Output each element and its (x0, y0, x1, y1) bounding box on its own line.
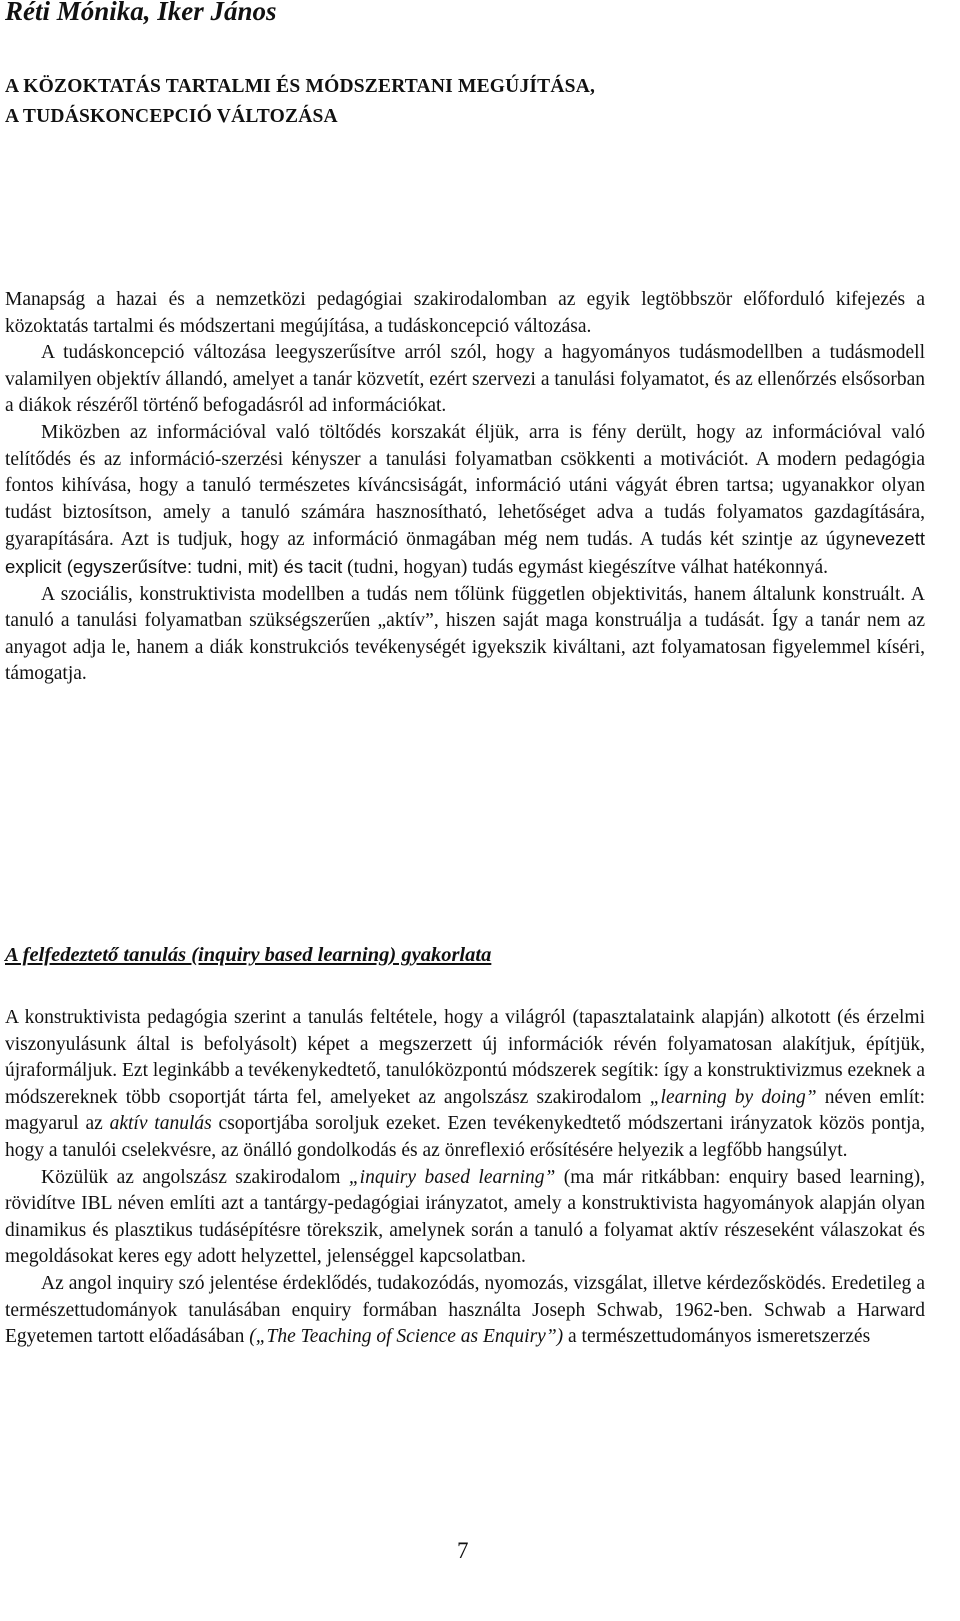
intro-paragraph-4: A szociális, konstruktivista modellben a tudás nem tőlünk független objektivitás, hanem általunk konstruált. A tanuló a tanulási folyamatban szükségszerűen „aktív”, hiszen saját maga konstruálja a tudását. Így a tanár nem az anyagot adja le, hanem a diák konstrukciós tevékenységét igyekszik kiváltani, azt folyamatosan figyelemmel kíséri, támogatja. (5, 583, 925, 685)
section-paragraph-1-part-a: A konstruktivista pedagógia szerint a tanulás feltétele, hogy a világról (tapasztalataink alapján) alkotott (és érzelmi viszonyulásunk által is befolyásolt) képet a megszerzett új információk révén folyamatosan alakítjuk, építjük, újraformáljuk. Ezt leginkább a tevékenykedtető, tanulóközpontú módszerek segítik: így a konstruktivizmus ezeknek a módszereknek több csoportját tárta fel, amelyeket az angolszász szakirodalom (5, 1007, 925, 1108)
article-title (5, 72, 595, 132)
inquiry-section (5, 1005, 925, 1351)
section-heading: A felfedeztető tanulás (inquiry based learning) gyakorlata (5, 944, 492, 966)
section-paragraph-3-part-a: Az angol inquiry szó jelentése érdeklődés, tudakozódás, nyomozás, vizsgálat, illetve kérdezősködés. Eredetileg a természettudományok tanulásában enquiry formában használta Joseph Schwab, 1962-ben. Schwab a Harward Egyetemen tartott előadásában (5, 1272, 925, 1348)
section-paragraph-2-part-a: Közülük az angolszász szakirodalom (41, 1166, 349, 1188)
title-line-2: A TUDÁSKONCEPCIÓ VÁLTOZÁSA (5, 106, 338, 127)
section-paragraph-3-part-c: a természettudományos ismeretszerzés (563, 1326, 871, 1348)
aktiv-tanulas-term: aktív tanulás (109, 1113, 212, 1135)
intro-paragraph-2: A tudáskoncepció változása leegyszerűsítve arról szól, hogy a hagyományos tudásmodellben a tudásmodell valamilyen objektív állandó, amelyet a tanár közvetít, ezért szervezi a tanulási folyamatot, és az ellenőrzés elsősorban a diákok részéről történő befogadásról ad információkat. (5, 342, 925, 417)
schwab-lecture-title: („The Teaching of Science as Enquiry”) (249, 1326, 564, 1348)
intro-paragraph-3-part-b: nevezett explicit (egyszerűsítve: tudni, mit) és tacit (5, 528, 925, 577)
section-paragraph-1 (5, 1005, 925, 1165)
section-paragraph-2 (5, 1165, 925, 1271)
section-paragraph-3 (5, 1271, 925, 1351)
section-paragraph-1-part-e: csoportjába soroljuk ezeket. Ezen tevékenykedtető módszertani irányzatok közös pontja, hogy a tanulói cselekvésre, az önálló gondolkodás és az önreflexió erősítésére helyezik a legfőbb hangsúlyt. (5, 1113, 925, 1161)
inquiry-based-learning-term: „inquiry based learning” (348, 1166, 556, 1188)
section-paragraph-1-part-c: néven említ: magyarul az (5, 1086, 925, 1135)
learning-by-doing-term: „learning by doing” (649, 1086, 817, 1108)
title-line-1: A KÖZOKTATÁS TARTALMI ÉS MÓDSZERTANI MEGÚJÍTÁSA, (5, 76, 596, 97)
intro-paragraph-3-part-a: Miközben az információval való töltődés korszakát éljük, arra is fény derült, hogy az információval való telítődés és az információ-szerzési kényszer a tanulási folyamatban csökkenti a motivációt. A modern pedagógia fontos kihívása, hogy a tanuló természetes kíváncsiságát, információ utáni vágyát ébren tartsa; ugyanakkor olyan tudást biztosítson, amely a tanuló számára hasznosítható, lehetőséget adva a tudás folyamatos gazdagítására, gyarapítására. Azt is tudjuk, hogy az információ önmagában még nem tudás. A tudás két szintje az úgy (5, 421, 925, 551)
intro-paragraph-1: Manapság a hazai és a nemzetközi pedagógiai szakirodalomban az egyik legtöbbször előforduló kifejezés a közoktatás tartalmi és módszertani megújítása, a tudáskoncepció változása. (5, 289, 925, 337)
author-names: Réti Mónika, Iker János (5, 0, 277, 26)
section-paragraph-2-part-c: (ma már ritkábban: enquiry based learning), rövidítve IBL néven említi azt a tantárgy-pedagógiai irányzatot, amely a konstruktivista hagyományok alapján olyan dinamikus és plasztikus tudásépítésre törekszik, amelynek során a tanuló a folyamat aktív részeseként válaszokat és megoldásokat keres egy adott helyzettel, jelenséggel kapcsolatban. (5, 1166, 926, 1268)
page-number: 7 (457, 1538, 469, 1563)
intro-section (5, 287, 925, 688)
intro-paragraph-3-part-c: (tudni, hogyan) tudás egymást kiegészítve válhat hatékonnyá. (342, 556, 828, 578)
intro-paragraph-3 (5, 420, 925, 582)
